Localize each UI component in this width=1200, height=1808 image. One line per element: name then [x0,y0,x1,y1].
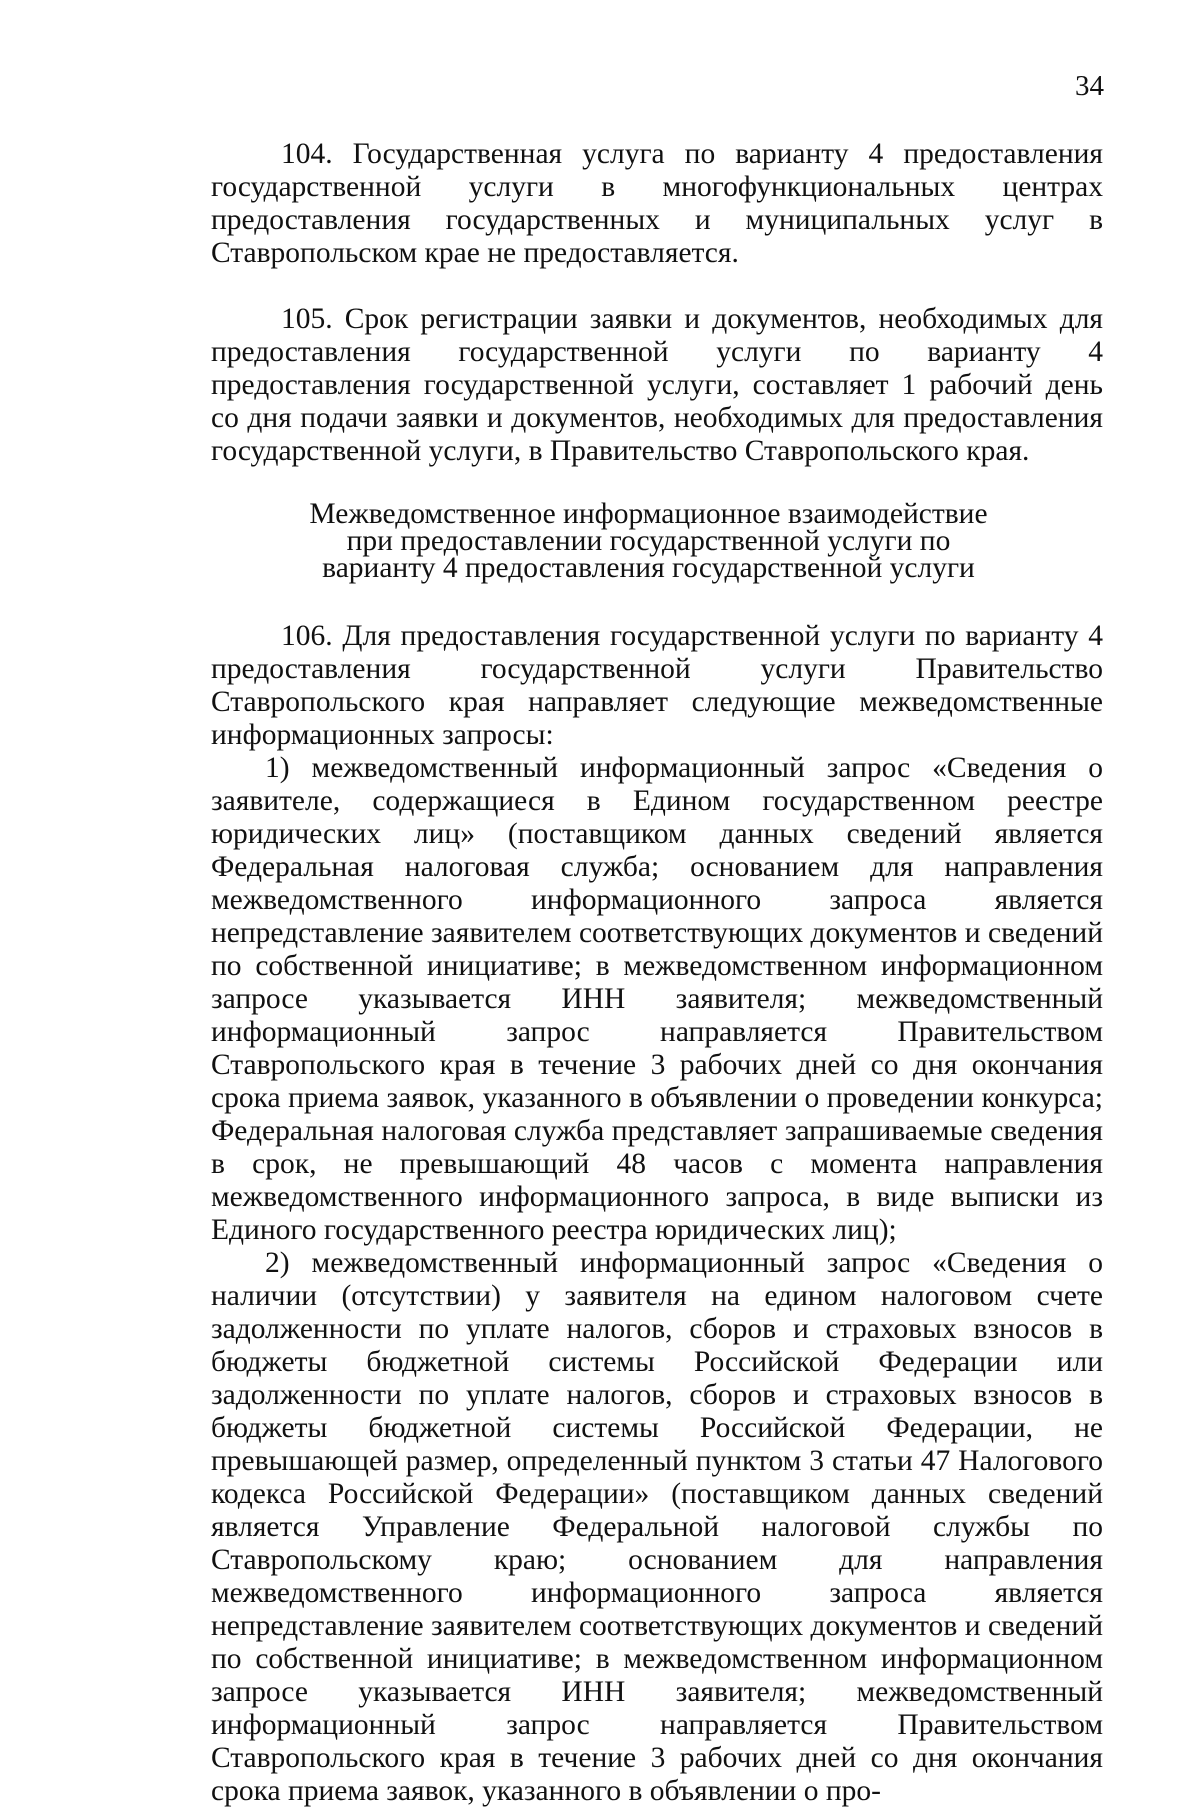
request-item-2: 2) межведомственный информационный запрос «Сведения о наличии (отсутствии) у заявителя на едином налоговом счете задолженности по уплате налогов, сборов и страховых взносов в бюджеты бюджетной системы Российской Федерации или задолженности по уплате налогов, сборов и страховых взносов в бюджеты бюджетной системы Российской Федерации, не превышающей размер, определенный пунктом 3 статьи 47 Налогового кодекса Российской Федерации» (поставщиком данных сведений является Управление Федеральной налоговой службы по Ставропольскому краю; основанием для направления межведомственного информационного запроса является непредставление заявителем соответствующих документов и сведений по собственной инициативе; в межведомственном информационном запросе указывается ИНН заявителя; межведомственный информационный запрос направляется Правительством Ставропольского края в течение 3 рабочих дней со дня окончания срока приема заявок, указанного в объявлении о про- [211,1247,1103,1807]
request-item-1: 1) межведомственный информационный запрос «Сведения о заявителе, содержащиеся в Едином государственном реестре юридических лиц» (поставщиком данных сведений является Федеральная налоговая служба; основанием для направления межведомственного информационного запроса является непредставление заявителем соответствующих документов и сведений по собственной инициативе; в межведомственном информационном запросе указывается ИНН заявителя; межведомственный информационный запрос направляется Правительством Ставропольского края в течение 3 рабочих дней со дня окончания срока приема заявок, указанного в объявлении о проведении конкурса; Федеральная налоговая служба представляет запрашиваемые сведения в срок, не превышающий 48 часов с момента направления межведомственного информационного запроса, в виде выписки из Единого государственного реестра юридических лиц); [211,752,1103,1246]
page-number: 34 [1075,70,1104,102]
heading-after-spacer [211,582,1103,620]
paragraph-106-intro: 106. Для предоставления государственной услуги по варианту 4 предоставления государственной услуги Правительство Ставропольского края направляет следующие межведомственные информационных запросы: [211,620,1103,751]
section-heading: Межведомственное информационное взаимодействие при предоставлении государственной услуги по варианту 4 предоставления государственной услуги [309,498,988,584]
paragraph-104: 104. Государственная услуга по варианту 4 предоставления государственной услуги в многофункциональных центрах предоставления государственных и муниципальных услуг в Ставропольском крае не предоставляется. [211,138,1103,269]
paragraph-spacer [211,270,1103,303]
document-body [211,138,1103,1808]
paragraph-105: 105. Срок регистрации заявки и документов, необходимых для предоставления государственной услуги по варианту 4 предоставления государственной услуги, составляет 1 рабочий день со дня подачи заявки и документов, необходимых для предоставления государственной услуги, в Правительство Ставропольского края. [211,303,1103,467]
heading-spacer [211,468,1103,501]
